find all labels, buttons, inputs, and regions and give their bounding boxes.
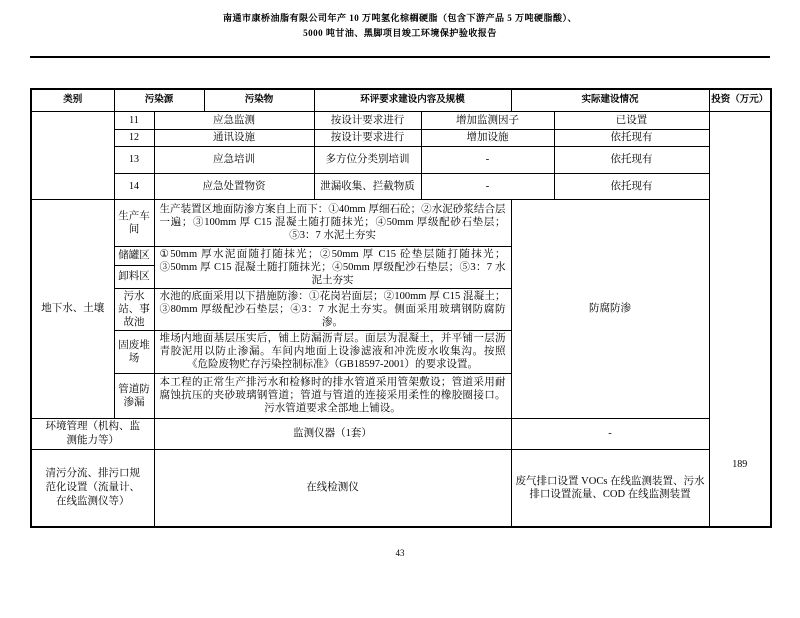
col-header-category: 类别 [31,89,114,111]
eia-scale-cell: - [421,173,554,199]
item-cell: 应急处置物资 [154,173,314,199]
eia-scale-cell: - [421,146,554,173]
seepage-plan-production: 生产装置区地面防渗方案自上而下：①40mm 厚细石砼；②水泥砂浆结合层一遍；③100mm 厚 C15 混凝土随打随抹光；④50mm 厚级配砂石垫层；⑤3：7 水泥土夯实 [154,199,511,246]
table-row [31,418,771,449]
area-cell: 固废堆场 [114,330,154,373]
item-cell: 应急监测 [154,111,314,129]
table-row [31,129,771,146]
area-cell: 卸料区 [114,266,154,288]
seepage-plan-pipeline: 本工程的正常生产排污水和检修时的排水管道采用管架敷设；管道采用耐腐蚀抗压的夹砂玻璃钢管道；管道与管道的连接采用柔性的橡胶圈接口。污水管道要求全部地上铺设。 [154,373,511,418]
area-cell: 污水站、事故池 [114,288,154,330]
header-divider [30,56,770,58]
eia-requirement-cell: 泄漏收集、拦截物质 [314,173,421,199]
actual-status-cell: 依托现有 [554,173,709,199]
col-header-actual: 实际建设情况 [511,89,709,111]
row-number: 13 [114,146,154,173]
eia-scale-cell: 增加设施 [421,129,554,146]
eia-scale-cell: 增加监测因子 [421,111,554,129]
page-number: 43 [395,548,405,558]
col-header-investment: 投资（万元） [709,89,771,111]
area-cell: 储罐区 [114,246,154,266]
management-content: 在线检测仪 [154,449,511,527]
category-groundwater-soil: 地下水、土壤 [31,199,114,418]
management-content: 监测仪器（1套） [154,418,511,449]
table-header-row [31,89,771,111]
document-header-line1: 南通市康桥油脂有限公司年产 10 万吨氢化棕榈硬脂（包含下游产品 5 万吨硬脂酸）、 [222,13,577,23]
item-cell: 应急培训 [154,146,314,173]
investment-cell: 189 [709,111,771,527]
col-header-eia: 环评要求建设内容及规模 [314,89,511,111]
eia-requirement-cell: 多方位分类别培训 [314,146,421,173]
actual-status-cell: 已设置 [554,111,709,129]
actual-status-cell: 废气排口设置 VOCs 在线监测装置、污水排口设置流量、COD 在线监测装置 [511,449,709,527]
row-number: 11 [114,111,154,129]
table-row [31,111,771,129]
row-number: 12 [114,129,154,146]
management-label: 清污分流、排污口规范化设置（流量计、在线监测仪等） [31,449,154,527]
document-header [0,11,800,41]
table-row [31,199,771,246]
actual-status-cell: 依托现有 [554,129,709,146]
acceptance-table [30,88,772,528]
item-cell: 通讯设施 [154,129,314,146]
eia-requirement-cell: 按设计要求进行 [314,111,421,129]
table-row [31,146,771,173]
seepage-plan-tank-unloading: ①50mm 厚水泥面随打随抹光；②50mm 厚 C15 砼垫层随打随抹光；③50mm 厚 C15 混凝土随打随抹光；④50mm 厚级配沙石垫层；⑤3：7 水泥土夯实 [154,246,511,288]
seepage-plan-sewage: 水池的底面采用以下措施防渗：①花岗岩面层；②100mm 厚 C15 混凝土；③80mm 厚级配沙石垫层；④3：7 水泥土夯实。侧面采用玻璃钢防腐防渗。 [154,288,511,330]
seepage-plan-waste: 堆场内地面基层压实后，铺上防漏沥青层。面层为混凝土，并平铺一层沥青胶泥用以防止渗漏。车间内地面上设渗滤液和冲洗废水收集沟。按照《危险废物贮存污染控制标准》（GB18597-2001）的要求设置。 [154,330,511,373]
empty-category-cell [31,111,114,199]
row-number: 14 [114,173,154,199]
table-row [31,173,771,199]
actual-status-cell: 依托现有 [554,146,709,173]
document-header-line2: 5000 吨甘油、黑脚项目竣工环境保护验收报告 [303,28,497,38]
area-cell: 生产车间 [114,199,154,246]
management-label: 环境管理（机构、监测能力等） [31,418,154,449]
table-row [31,449,771,527]
area-cell: 管道防渗漏 [114,373,154,418]
col-header-pollutant: 污染物 [204,89,314,111]
actual-status-cell: - [511,418,709,449]
eia-requirement-cell: 按设计要求进行 [314,129,421,146]
col-header-source: 污染源 [114,89,204,111]
actual-anticorrosion-cell: 防腐防渗 [511,199,709,418]
